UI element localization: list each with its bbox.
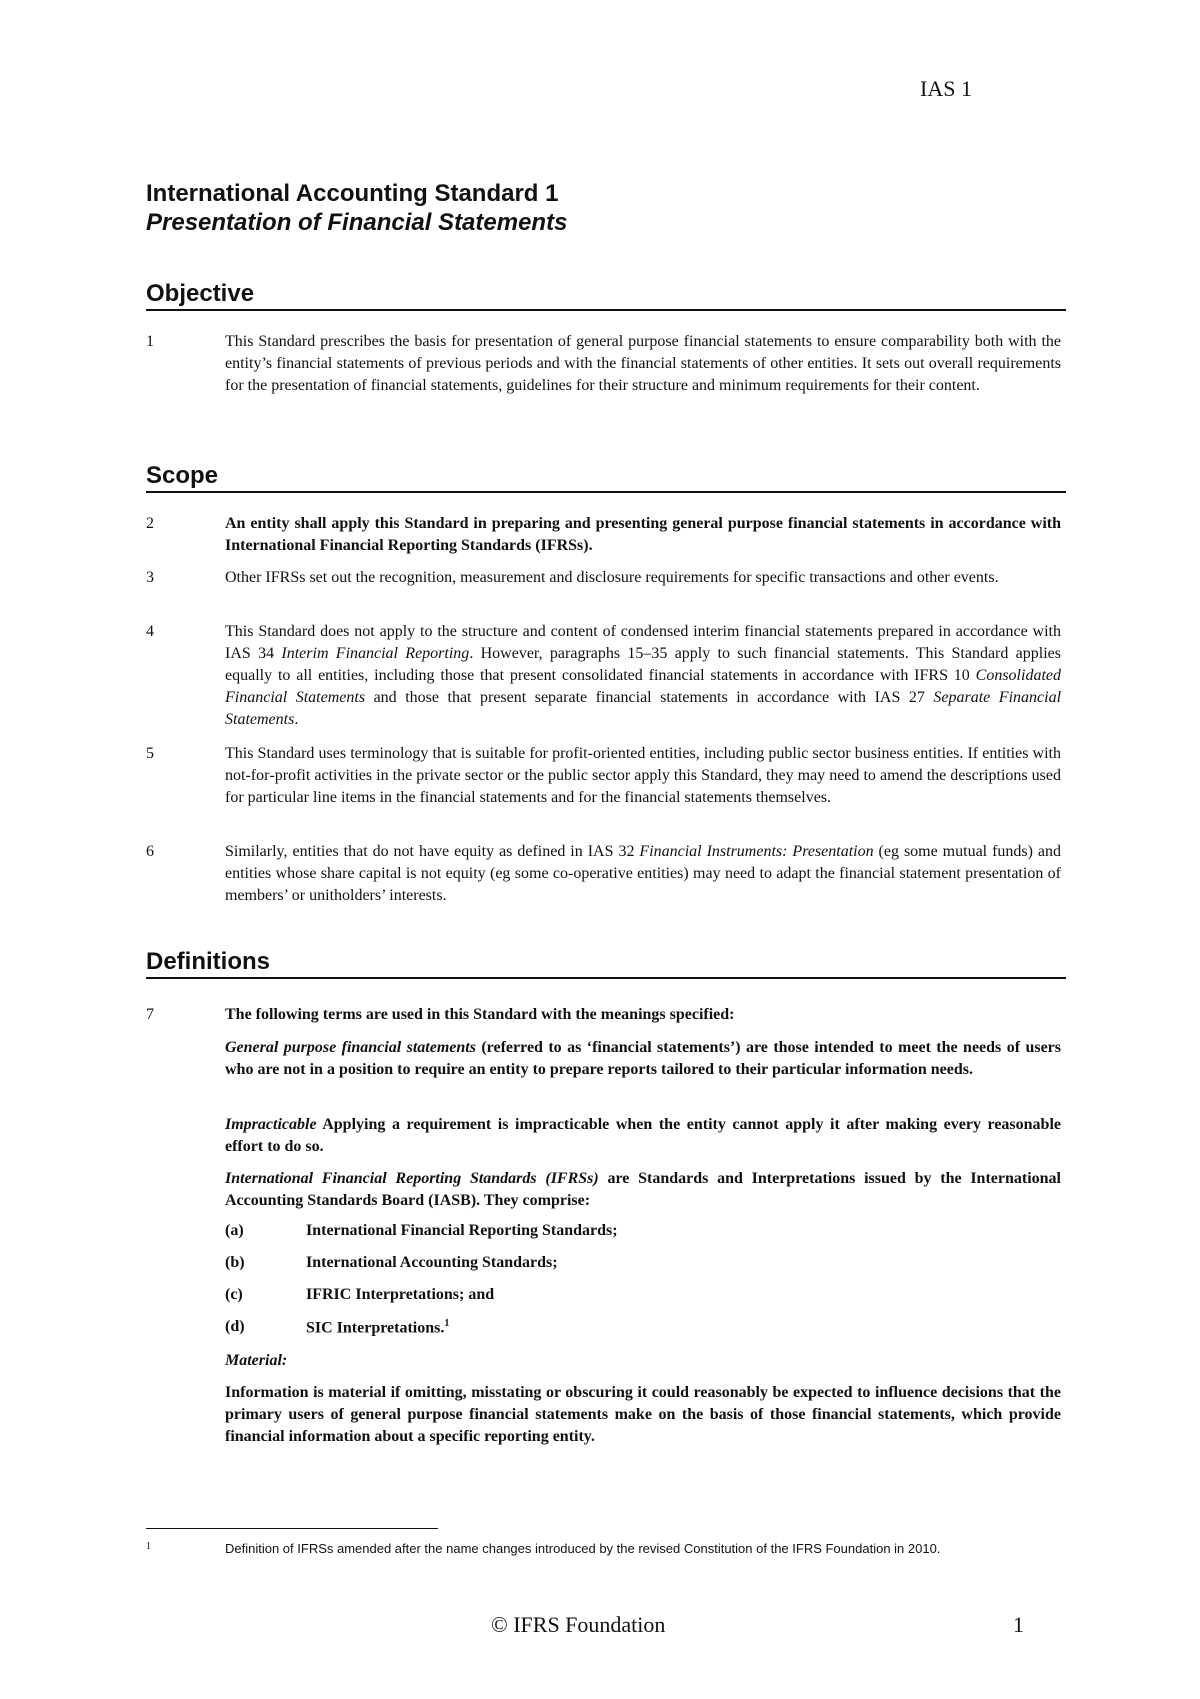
running-header: IAS 1 xyxy=(920,76,972,101)
list-item-text: IFRIC Interpretations; and xyxy=(306,1286,495,1303)
paragraph-7-intro: The following terms are used in this Standard with the meanings specified: xyxy=(225,1006,735,1023)
list-item-label: (c) xyxy=(225,1286,243,1303)
footnote-mark: 1 xyxy=(146,1541,151,1552)
paragraph-number: 6 xyxy=(146,843,154,860)
list-item-text: SIC Interpretations.$^1$ xyxy=(306,1318,450,1337)
standard-reference: Consolidated Financial Statements xyxy=(225,667,1061,706)
list-item-label: (a) xyxy=(225,1222,244,1239)
paragraph-number: 5 xyxy=(146,745,154,762)
paragraph-number: 7 xyxy=(146,1006,154,1023)
defined-term: General purpose financial statements xyxy=(225,1039,476,1056)
paragraph-2-text: An entity shall apply this Standard in preparing and presenting general purpose financial statements in accordance with International Financial Reporting Standards (IFRSs). xyxy=(225,515,1061,554)
paragraph-6-text: Similarly, entities that do not have equity as defined in IAS 32 Financial Instruments: Presentation (eg some mutual funds) and entities whose share capital is not equity (eg some co‑operative entities) may need to adapt the financial statement presentation of members’ or unitholders’ interests. xyxy=(225,843,1062,904)
paragraph-4-text: This Standard does not apply to the structure and content of condensed interim financial statements prepared in accordance with IAS 34 Interim Financial Reporting. However, paragraphs 15–35 apply to such financial statements. This Standard applies equally to all entities, including those that present consolidated financial statements in accordance with IFRS 10 Consolidated Financial Statements and those that present separate financial statements in accordance with IAS 27 Separate Financial Statements. xyxy=(225,623,1062,728)
definition-material-text: Information is material if omitting, misstating or obscuring it could reasonably be expected to influence decisions that the primary users of general purpose financial statements make on the basis of those financial statements, which provide financial information about a specific reporting entity. xyxy=(225,1384,1061,1445)
paragraph-1-text: This Standard prescribes the basis for presentation of general purpose financial statements to ensure comparability both with the entity’s financial statements of previous periods and with the financial statements of other entities. It sets out overall requirements for the presentation of financial statements, guidelines for their structure and minimum requirements for their content. xyxy=(225,333,1061,394)
section-heading-objective: Objective xyxy=(146,280,1066,311)
standard-title: International Accounting Standard 1 xyxy=(146,180,559,207)
paragraph-number: 3 xyxy=(146,569,154,586)
standard-reference: Separate Financial Statements xyxy=(225,689,1062,728)
defined-term: International Financial Reporting Standards (IFRSs) xyxy=(225,1170,599,1187)
footnote-divider xyxy=(146,1528,438,1529)
paragraph-5-text: This Standard uses terminology that is suitable for profit‑oriented entities, including public sector business entities. If entities with not‑for‑profit activities in the private sector or the public sector apply this Standard, they may need to amend the descriptions used for particular line items in the financial statements and for the financial statements themselves. xyxy=(225,745,1061,806)
defined-term: Impracticable xyxy=(225,1116,317,1133)
standard-reference: Financial Instruments: Presentation xyxy=(639,843,874,860)
definition-general-purpose: General purpose financial statements (referred to as ‘financial statements’) are those intended to meet the needs of users who are not in a position to require an entity to prepare reports tailored to their particular information needs. xyxy=(225,1039,1061,1078)
list-item-text: International Financial Reporting Standards; xyxy=(306,1222,618,1239)
paragraph-number: 4 xyxy=(146,623,154,640)
list-item-label: (d) xyxy=(225,1318,245,1335)
list-item-label: (b) xyxy=(225,1254,245,1271)
footer-copyright: © IFRS Foundation xyxy=(491,1612,666,1637)
paragraph-number: 1 xyxy=(146,333,154,350)
footnote-text: Definition of IFRSs amended after the name changes introduced by the revised Constitution of the IFRS Foundation in 2010. xyxy=(225,1541,941,1556)
definition-ifrss: International Financial Reporting Standards (IFRSs) are Standards and Interpretations issued by the International Accounting Standards Board (IASB). They comprise: xyxy=(225,1170,1061,1209)
definition-impracticable: Impracticable Applying a requirement is impracticable when the entity cannot apply it after making every reasonable effort to do so. xyxy=(225,1116,1061,1155)
section-heading-scope: Scope xyxy=(146,462,1066,493)
list-item-text: International Accounting Standards; xyxy=(306,1254,558,1271)
standard-subtitle: Presentation of Financial Statements xyxy=(146,209,568,236)
section-heading-definitions: Definitions xyxy=(146,948,1066,979)
paragraph-number: 2 xyxy=(146,515,154,532)
standard-reference: Interim Financial Reporting xyxy=(281,645,470,662)
paragraph-3-text: Other IFRSs set out the recognition, measurement and disclosure requirements for specific transactions and other events. xyxy=(225,569,999,586)
definition-material-term: Material: xyxy=(225,1352,288,1369)
page-number: 1 xyxy=(1013,1612,1024,1637)
footnote-reference[interactable]: 1 xyxy=(444,1318,450,1329)
